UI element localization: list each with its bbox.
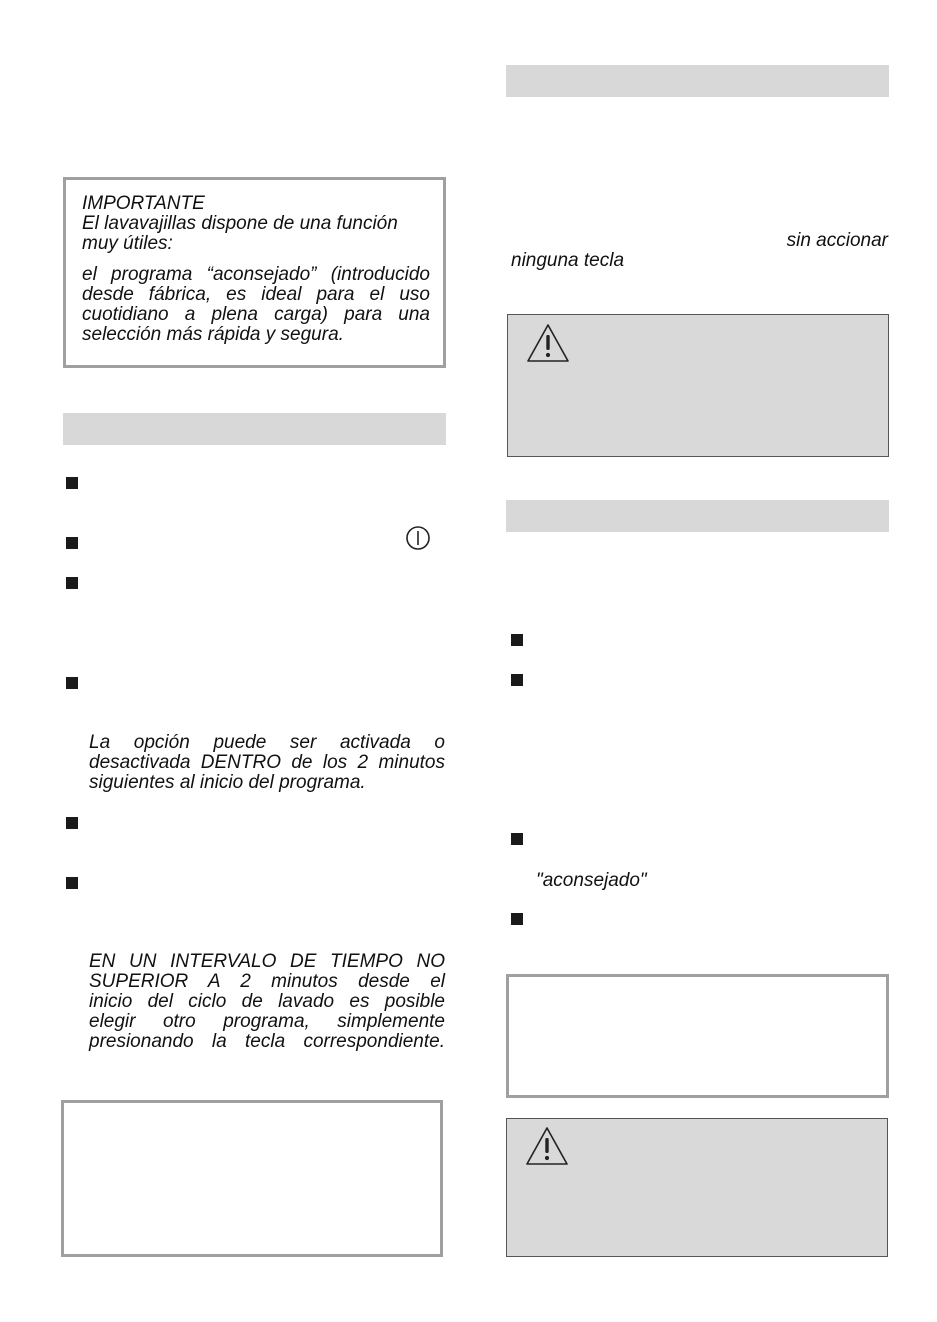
square-bullet-icon	[66, 877, 78, 889]
option-note	[89, 733, 445, 793]
square-bullet-icon	[511, 833, 523, 845]
square-bullet-icon	[66, 577, 78, 589]
square-bullet-icon	[511, 634, 523, 646]
importante-body-1: el programa “aconsejado” (introducido	[82, 264, 430, 285]
section-header-left	[63, 413, 446, 445]
interval-note	[89, 952, 445, 1052]
section-header-right-middle	[506, 500, 889, 532]
interval-note-line2: SUPERIOR A 2 minutos desde el	[89, 971, 445, 992]
framed-box-bottom-left	[61, 1100, 443, 1257]
option-note-line2: desactivada DENTRO de los 2 minutos	[89, 752, 445, 773]
ninguna-tecla-text: ninguna tecla	[511, 250, 625, 271]
importante-box	[63, 177, 446, 368]
square-bullet-icon	[66, 477, 78, 489]
power-icon	[405, 525, 431, 551]
interval-note-line4: elegir otro programa, simplemente	[89, 1011, 445, 1032]
importante-title: IMPORTANTE	[82, 193, 205, 214]
interval-note-line5: presionando la tecla correspondiente.	[89, 1031, 445, 1052]
square-bullet-icon	[66, 537, 78, 549]
importante-body-2: desde fábrica, es ideal para el uso	[82, 284, 430, 305]
importante-line1: El lavavajillas dispone de una función	[82, 213, 398, 234]
importante-line2: muy útiles:	[82, 233, 173, 254]
warning-icon	[524, 1125, 570, 1167]
warning-box-top	[507, 314, 889, 457]
aconsejado-text: "aconsejado"	[536, 870, 647, 891]
interval-note-line3: inicio del ciclo de lavado es posible	[89, 991, 445, 1012]
interval-note-line1: EN UN INTERVALO DE TIEMPO NO	[89, 951, 445, 972]
option-note-line3: siguientes al inicio del programa.	[89, 772, 366, 793]
square-bullet-icon	[66, 677, 78, 689]
square-bullet-icon	[66, 817, 78, 829]
option-note-line1: La opción puede ser activada o	[89, 732, 445, 753]
framed-box-right	[506, 974, 889, 1098]
sin-accionar-text: sin accionar	[786, 230, 888, 251]
square-bullet-icon	[511, 674, 523, 686]
square-bullet-icon	[511, 913, 523, 925]
warning-box-bottom	[506, 1118, 888, 1257]
section-header-right-top	[506, 65, 889, 97]
importante-body-4: selección más rápida y segura.	[82, 324, 344, 345]
importante-body-3: cuotidiano a plena carga) para una	[82, 304, 430, 325]
warning-icon	[525, 322, 571, 364]
